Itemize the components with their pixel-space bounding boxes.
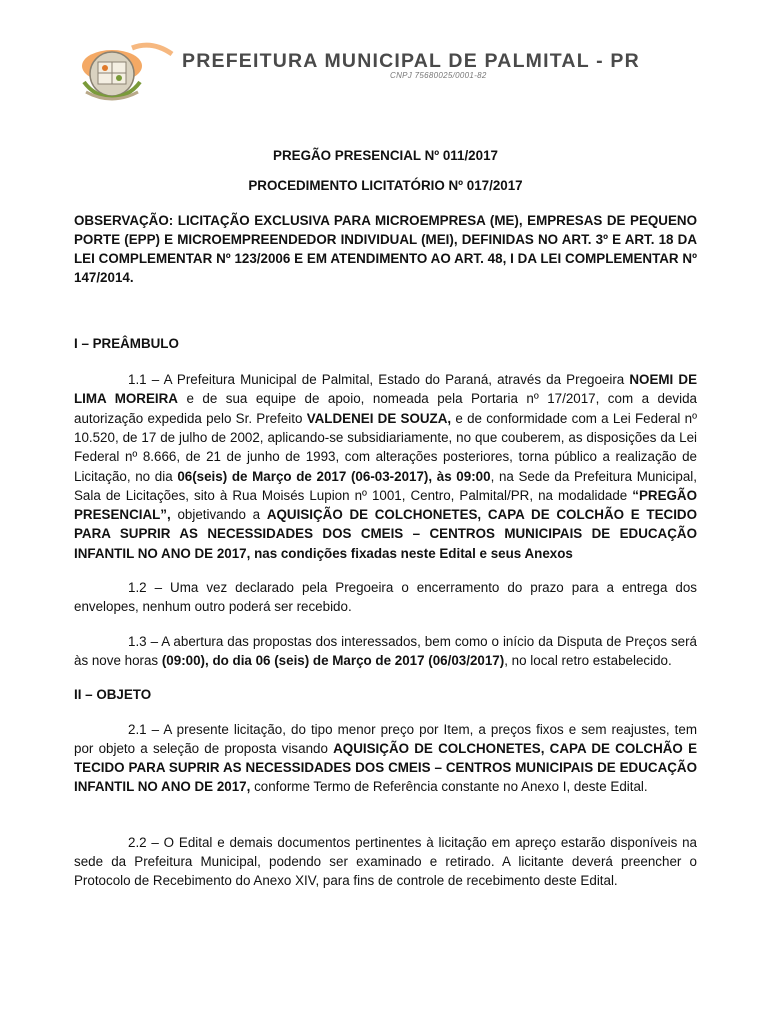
cnpj-number: CNPJ 75680025/0001-82 — [390, 71, 487, 80]
pregao-title: PREGÃO PRESENCIAL Nº 011/2017 — [273, 148, 498, 163]
section-heading-preambulo: I – PREÂMBULO — [74, 335, 179, 351]
procedimento-title: PROCEDIMENTO LICITATÓRIO Nº 017/2017 — [248, 178, 523, 194]
paragraph-1-3: 1.3 – A abertura das propostas dos interessados, bem como o início da Disputa de Preços será às nove horas (09:00), do dia 06 (seis) de Março de 2017 (06/03/2017), no local retro estabelecido. — [74, 633, 697, 668]
paragraph-2-2: 2.2 – O Edital e demais documentos pertinentes à licitação em apreço estarão disponíveis na sede da Prefeitura Municipal, podendo ser examinado e retirado. A licitante deverá preencher o Protocolo de Recebimento do Anexo XIV, para fins de controle de recebimento deste Edital. — [74, 834, 697, 889]
document-body — [74, 146, 697, 891]
paragraph-2-1: 2.1 – A presente licitação, do tipo menor preço por Item, a preços fixos e sem reajustes, tem por objeto a seleção de proposta visando AQUISIÇÃO DE COLCHONETES, CAPA DE COLCHÃO E TECIDO PARA SUPRIR AS NECESSIDADES DOS CMEIS – CENTROS MUNICIPAIS DE EDUCAÇÃO INFANTIL NO ANO DE 2017, conforme Termo de Referência constante no Anexo I, deste Edital. — [74, 721, 697, 795]
paragraph-1-1: 1.1 – A Prefeitura Municipal de Palmital, Estado do Paraná, através da Pregoeira NOEMI DE LIMA MOREIRA e de sua equipe de apoio, nomeada pela Portaria nº 17/2017, com a devida autorização expedida pelo Sr. Prefeito VALDENEI DE SOUZA, e de conformidade com a Lei Federal nº 10.520, de 17 de julho de 2002, aplicando-se subsidiariamente, no que couberem, as disposições da Lei Federal nº 8.666, de 21 de junho de 1993, com alterações posteriores, torna público a realização de Licitação, no dia 06(seis) de Março de 2017 (06-03-2017), às 09:00, na Sede da Prefeitura Municipal, Sala de Licitações, sito à Rua Moisés Lupion nº 1001, Centro, Palmital/PR, na modalidade “PREGÃO PRESENCIAL”, objetivando a AQUISIÇÃO DE COLCHONETES, CAPA DE COLCHÃO E TECIDO PARA SUPRIR AS NECESSIDADES DOS CMEIS – CENTROS MUNICIPAIS DE EDUCAÇÃO INFANTIL NO ANO DE 2017, nas condições fixadas neste Edital e seus Anexos — [74, 372, 698, 561]
paragraph-1-2: 1.2 – Uma vez declarado pela Pregoeira o encerramento do prazo para a entrega dos envelopes, nenhum outro poderá ser recebido. — [74, 580, 697, 615]
letterhead — [72, 38, 732, 108]
observation-notice: OBSERVAÇÃO: LICITAÇÃO EXCLUSIVA PARA MICROEMPRESA (ME), EMPRESAS DE PEQUENO PORTE (EPP) E MICROEMPREENDEDOR INDIVIDUAL (MEI), DEFINIDAS NO ART. 3º E ART. 18 DA LEI COMPLEMENTAR Nº 123/2006 E EM ATENDIMENTO AO ART. 48, I DA LEI COMPLEMENTAR Nº 147/2014. — [74, 212, 697, 286]
municipal-coat-of-arms-icon — [72, 38, 176, 106]
organization-name: PREFEITURA MUNICIPAL DE PALMITAL - PR — [182, 50, 640, 72]
section-heading-objeto: II – OBJETO — [74, 687, 152, 703]
